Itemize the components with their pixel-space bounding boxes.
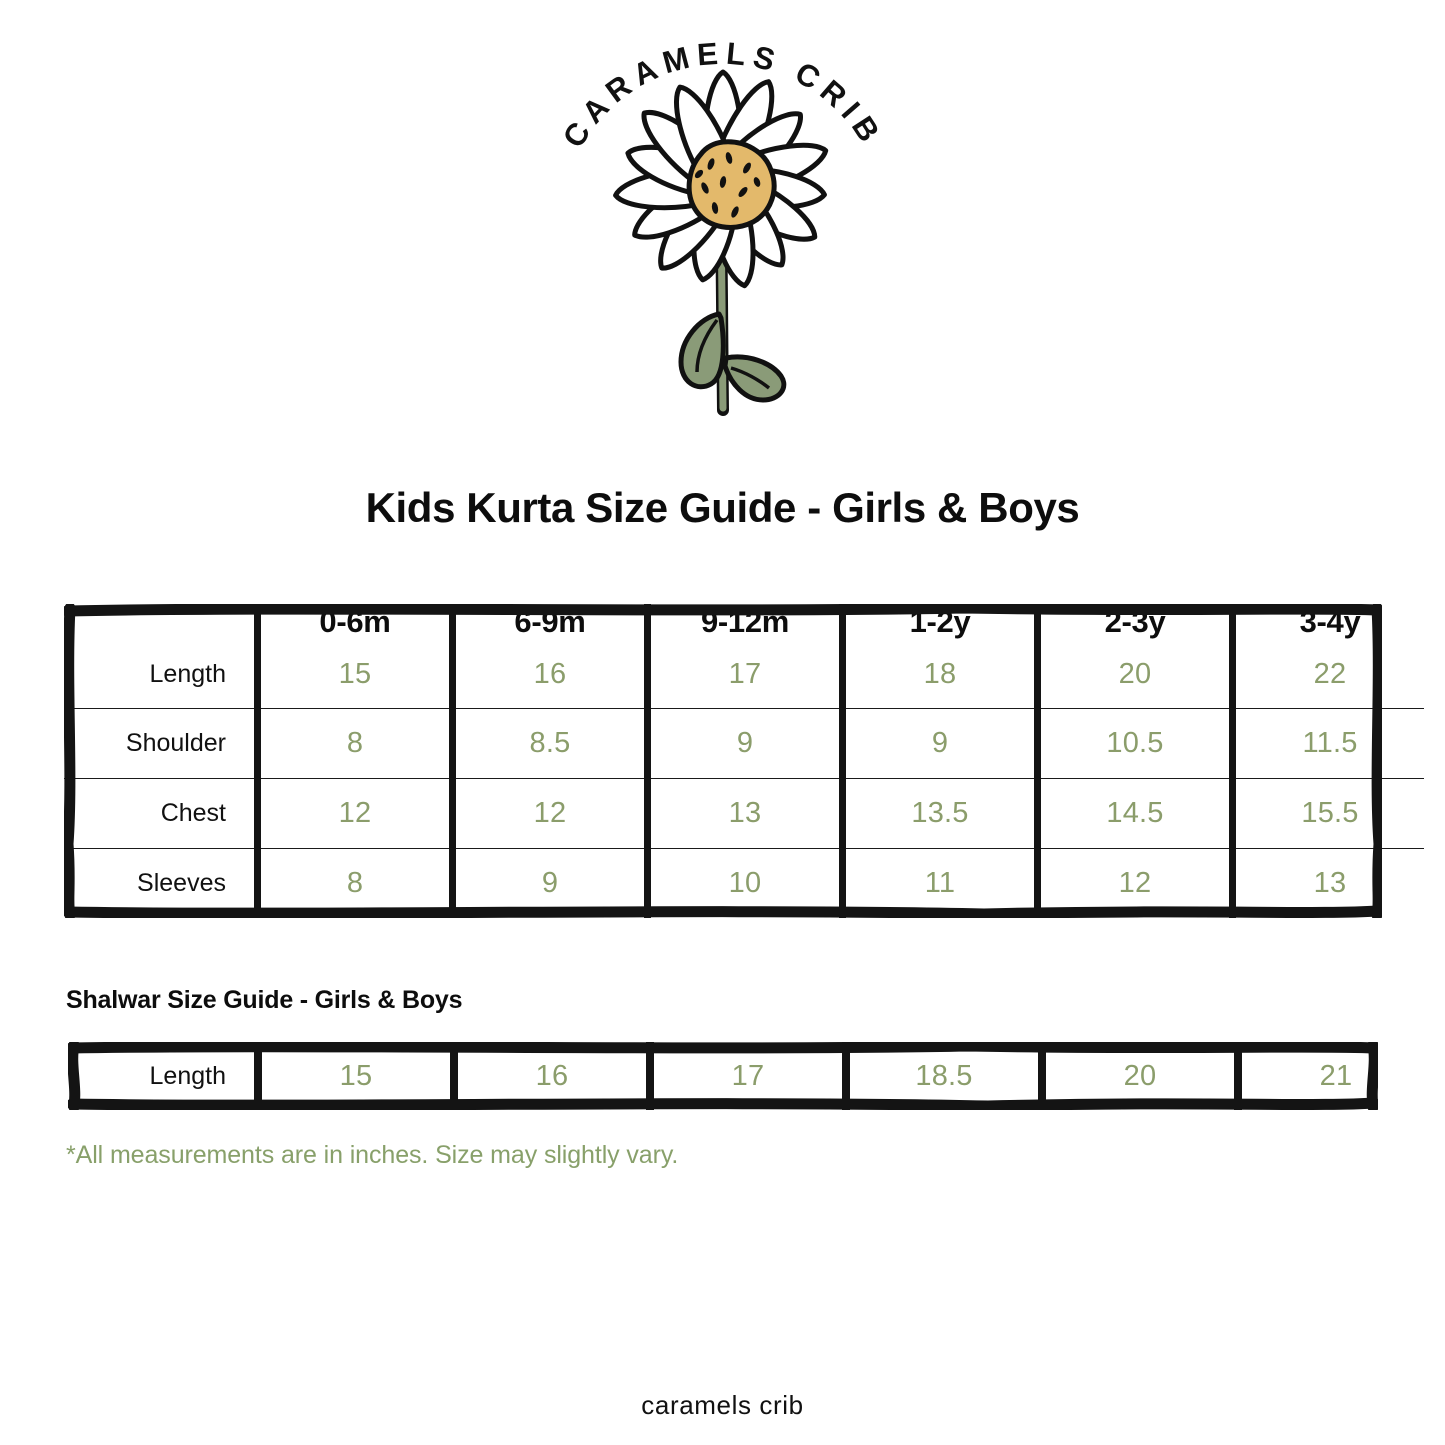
header-size-2: 9-12m xyxy=(648,604,843,640)
row-label-chest: Chest xyxy=(64,779,258,849)
header-size-3: 1-2y xyxy=(843,604,1038,640)
cell-shalwar-length-3: 18.5 xyxy=(846,1042,1042,1110)
table-row xyxy=(68,1042,1430,1110)
table-row xyxy=(64,640,1424,709)
row-label-sleeves: Sleeves xyxy=(64,849,258,918)
cell-shalwar-length-0: 15 xyxy=(258,1042,454,1110)
cell-shalwar-length-2: 17 xyxy=(650,1042,846,1110)
flower-leaf-right xyxy=(725,357,784,400)
cell-length-1: 16 xyxy=(453,640,648,709)
brand-logo xyxy=(0,18,1445,428)
table-row xyxy=(64,849,1424,918)
row-label-shoulder: Shoulder xyxy=(64,709,258,779)
table-row xyxy=(64,779,1424,849)
footer-brand-text: caramels crib xyxy=(641,1390,804,1420)
cell-chest-2: 13 xyxy=(648,779,843,849)
flower-center xyxy=(689,142,774,228)
flower-leaf-left xyxy=(681,314,723,387)
cell-shoulder-0: 8 xyxy=(258,709,453,779)
cell-length-4: 20 xyxy=(1038,640,1233,709)
row-label-shalwar-length: Length xyxy=(149,1061,226,1090)
cell-shoulder-3: 9 xyxy=(843,709,1038,779)
cell-shalwar-length-4: 20 xyxy=(1042,1042,1238,1110)
page-title: Kids Kurta Size Guide - Girls & Boys xyxy=(365,484,1080,531)
cell-sleeves-3: 11 xyxy=(843,849,1038,918)
table-header-row xyxy=(64,604,1424,640)
table-row xyxy=(64,709,1424,779)
cell-sleeves-0: 8 xyxy=(258,849,453,918)
cell-chest-1: 12 xyxy=(453,779,648,849)
cell-shalwar-length-1: 16 xyxy=(454,1042,650,1110)
shalwar-section-title: Shalwar Size Guide - Girls & Boys xyxy=(66,986,463,1014)
cell-sleeves-1: 9 xyxy=(453,849,648,918)
header-size-5: 3-4y xyxy=(1233,604,1425,640)
header-size-1: 6-9m xyxy=(453,604,648,640)
measurement-footnote: *All measurements are in inches. Size may slightly vary. xyxy=(66,1141,679,1169)
cell-length-2: 17 xyxy=(648,640,843,709)
cell-sleeves-2: 10 xyxy=(648,849,843,918)
cell-length-3: 18 xyxy=(843,640,1038,709)
header-size-0: 0-6m xyxy=(258,604,453,640)
row-label-length: Length xyxy=(149,659,226,688)
cell-chest-5: 15.5 xyxy=(1233,779,1425,849)
cell-sleeves-5: 13 xyxy=(1233,849,1425,918)
cell-chest-3: 13.5 xyxy=(843,779,1038,849)
cell-length-0: 15 xyxy=(258,640,453,709)
cell-shoulder-4: 10.5 xyxy=(1038,709,1233,779)
shalwar-size-table xyxy=(68,1042,1378,1110)
header-corner-cell xyxy=(64,604,258,640)
cell-shoulder-2: 9 xyxy=(648,709,843,779)
cell-shoulder-1: 8.5 xyxy=(453,709,648,779)
cell-chest-0: 12 xyxy=(258,779,453,849)
cell-shalwar-length-5: 21 xyxy=(1238,1042,1430,1110)
cell-sleeves-4: 12 xyxy=(1038,849,1233,918)
daisy-flower-logo-icon xyxy=(513,18,933,428)
cell-chest-4: 14.5 xyxy=(1038,779,1233,849)
logo-arc-text: CARAMELS CRIB xyxy=(555,35,890,154)
cell-shoulder-5: 11.5 xyxy=(1233,709,1425,779)
header-size-4: 2-3y xyxy=(1038,604,1233,640)
kurta-size-table xyxy=(64,604,1382,918)
cell-length-5: 22 xyxy=(1233,640,1425,709)
